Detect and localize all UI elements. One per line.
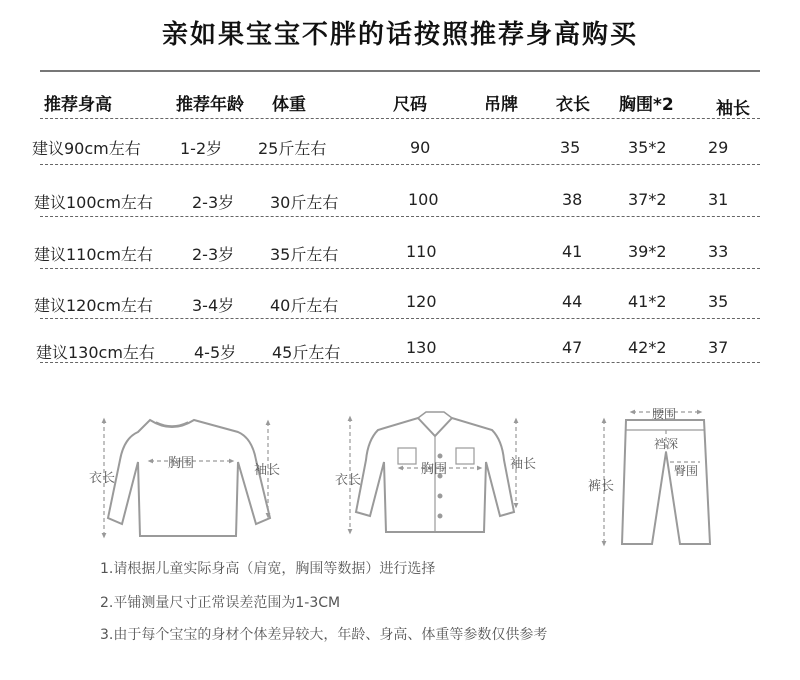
- cell-chest: 39*2: [628, 242, 667, 261]
- header-height: 推荐身高: [44, 95, 112, 115]
- cell-sleeve: 29: [708, 138, 729, 157]
- header-chest: 胸围*2: [619, 95, 674, 115]
- cell-height: 建议130cm左右: [36, 343, 155, 362]
- cell-chest: 35*2: [628, 138, 667, 157]
- cell-sleeve: 35: [708, 292, 729, 311]
- page-title: 亲如果宝宝不胖的话按照推荐身高购买: [161, 20, 638, 50]
- cell-length: 41: [562, 242, 583, 261]
- pants-hip-label: 臀围: [674, 464, 699, 478]
- sweater-length-label: 衣长: [89, 471, 116, 486]
- header-size: 尺码: [393, 95, 427, 115]
- sweater-chest-label: 胸围: [168, 456, 195, 471]
- cell-age: 2-3岁: [192, 245, 235, 264]
- cell-size: 100: [408, 190, 439, 209]
- cell-age: 3-4岁: [192, 296, 235, 315]
- sweater-diagram: [104, 420, 270, 536]
- cell-age: 4-5岁: [194, 343, 237, 362]
- cell-size: 130: [406, 338, 437, 357]
- pants-rise-label: 裆深: [654, 437, 679, 451]
- cell-height: 建议120cm左右: [34, 296, 153, 315]
- header-tag: 吊牌: [484, 95, 518, 115]
- shirt-chest-label: 胸围: [421, 462, 448, 477]
- row-divider: [40, 318, 760, 319]
- shirt-sleeve-label: 袖长: [510, 457, 537, 472]
- cell-weight: 25斤左右: [258, 139, 327, 158]
- measurement-diagrams: [0, 400, 800, 560]
- row-divider: [40, 268, 760, 269]
- pants-diagram: [604, 412, 710, 544]
- cell-length: 47: [562, 338, 583, 357]
- note-2: 2.平铺测量尺寸正常误差范围为1-3CM: [100, 595, 341, 611]
- note-1: 1.请根据儿童实际身高（肩宽，胸围等数据）进行选择: [100, 561, 436, 577]
- pants-length-label: 裤长: [588, 479, 615, 494]
- cell-size: 120: [406, 292, 437, 311]
- cell-age: 2-3岁: [192, 193, 235, 212]
- header-sleeve: 袖长: [716, 99, 750, 119]
- cell-age: 1-2岁: [180, 139, 223, 158]
- title-divider: [40, 70, 760, 72]
- cell-chest: 37*2: [628, 190, 667, 209]
- cell-length: 35: [560, 138, 581, 157]
- cell-size: 90: [410, 138, 431, 157]
- row-divider: [40, 118, 760, 119]
- cell-sleeve: 31: [708, 190, 729, 209]
- cell-sleeve: 33: [708, 242, 729, 261]
- cell-size: 110: [406, 242, 437, 261]
- cell-length: 44: [562, 292, 583, 311]
- row-divider: [40, 164, 760, 165]
- cell-sleeve: 37: [708, 338, 729, 357]
- cell-height: 建议110cm左右: [34, 245, 153, 264]
- row-divider: [40, 216, 760, 217]
- cell-height: 建议100cm左右: [34, 193, 153, 212]
- pants-waist-label: 腰围: [652, 407, 677, 421]
- sweater-sleeve-label: 袖长: [254, 463, 281, 478]
- cell-chest: 42*2: [628, 338, 667, 357]
- cell-weight: 30斤左右: [270, 193, 339, 212]
- shirt-length-label: 衣长: [335, 473, 362, 488]
- header-weight: 体重: [272, 95, 306, 115]
- header-length: 衣长: [556, 95, 590, 115]
- cell-chest: 41*2: [628, 292, 667, 311]
- cell-height: 建议90cm左右: [32, 139, 141, 158]
- cell-length: 38: [562, 190, 583, 209]
- cell-weight: 45斤左右: [272, 343, 341, 362]
- header-age: 推荐年龄: [176, 95, 244, 115]
- cell-weight: 40斤左右: [270, 296, 339, 315]
- row-divider: [40, 362, 760, 363]
- cell-weight: 35斤左右: [270, 245, 339, 264]
- note-3: 3.由于每个宝宝的身材个体差异较大，年龄、身高、体重等参数仅供参考: [100, 627, 548, 643]
